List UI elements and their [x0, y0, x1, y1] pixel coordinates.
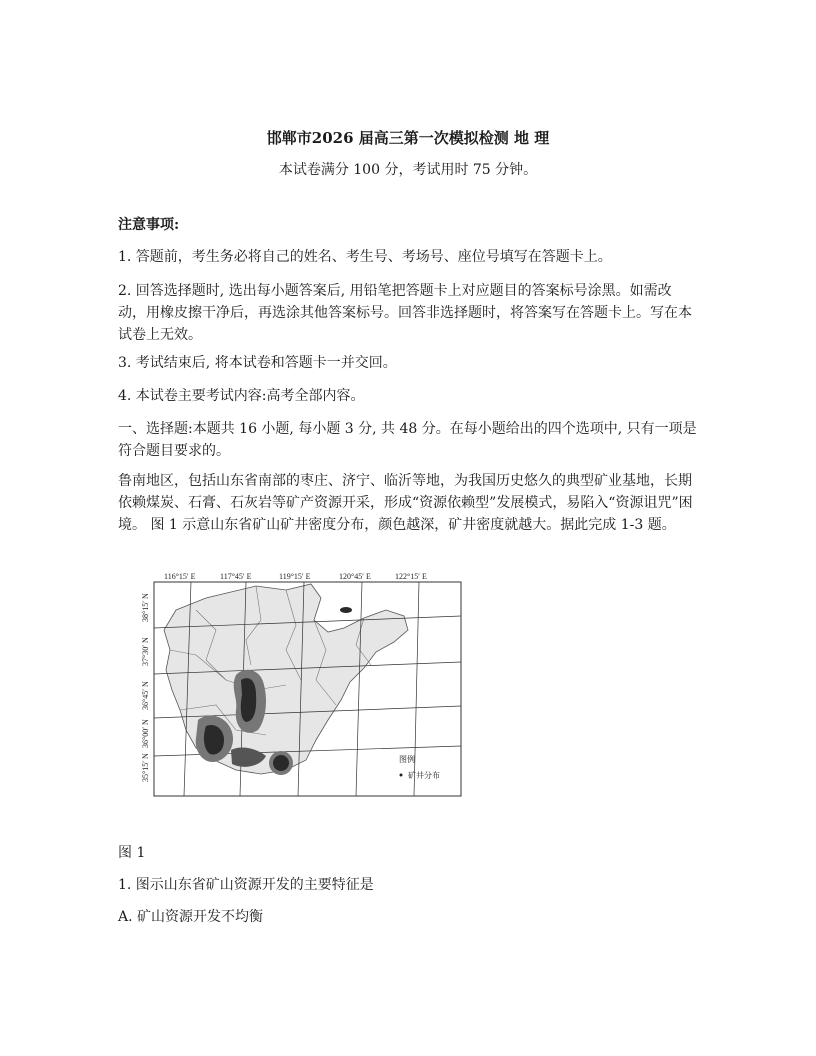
- passage-text: 鲁南地区，包括山东省南部的枣庄、济宁、临沂等地，为我国历史悠久的典型矿业基地，长期依赖煤炭、石膏、石灰岩等矿产资源开采，形成“资源依赖型”发展模式，易陷入“资源诅咒”困境。 图 1 示意山东省矿山矿井密度分布，颜色越深，矿井密度就越大。据此完成 1-3 题。: [118, 473, 693, 533]
- notice-item-2: 2. 回答选择题时, 选出每小题答案后, 用铅笔把答题卡上对应题目的答案标号涂黑。如需改动，用橡皮擦干净后，再选涂其他答案标号。回答非选择题时，将答案写在答题卡上。写在本试卷上无效。: [118, 283, 692, 343]
- exam-subtitle: 本试卷满分 100 分，考试用时 75 分钟。: [278, 162, 538, 178]
- figure-label: 图 1: [118, 845, 146, 861]
- exam-title: 邯郸市2026 届高三第一次模拟检测 地 理: [266, 129, 550, 147]
- lat-label-2: 37°30′ N: [141, 637, 150, 666]
- question-1: 1. 图示山东省矿山资源开发的主要特征是: [118, 877, 374, 893]
- lon-label-5: 122°15′ E: [395, 572, 427, 581]
- lat-label-4: 36°00′ N: [141, 719, 150, 748]
- lon-label-4: 120°45′ E: [339, 572, 371, 581]
- lon-label-2: 117°45′ E: [220, 572, 252, 581]
- lat-label-3: 36°45′ N: [141, 681, 150, 710]
- lon-label-3: 119°15′ E: [279, 572, 311, 581]
- notice-item-4: 4. 本试卷主要考试内容:高考全部内容。: [118, 388, 365, 404]
- lat-label-1: 38°15′ N: [141, 593, 150, 622]
- lat-label-5: 35°15′ N: [141, 753, 150, 782]
- notice-heading: 注意事项:: [118, 217, 180, 233]
- shandong-mine-density-map: [136, 570, 463, 798]
- notice-item-3: 3. 考试结束后, 将本试卷和答题卡一并交回。: [118, 355, 397, 371]
- legend-title: 图例: [399, 755, 415, 764]
- section-heading: 一、选择题:本题共 16 小题, 每小题 3 分, 共 48 分。在每小题给出的四个选项中, 只有一项是符合题目要求的。: [118, 421, 697, 459]
- question-1-option-a: A. 矿山资源开发不均衡: [118, 909, 264, 925]
- lon-label-1: 116°15′ E: [164, 572, 196, 581]
- legend-dot-icon: [400, 774, 403, 777]
- map-graphic: [136, 570, 463, 798]
- island-mine-cluster: [340, 607, 352, 613]
- notice-item-1: 1. 答题前，考生务必将自己的姓名、考生号、考场号、座位号填写在答题卡上。: [118, 249, 612, 265]
- legend-item: 矿井分布: [408, 771, 440, 780]
